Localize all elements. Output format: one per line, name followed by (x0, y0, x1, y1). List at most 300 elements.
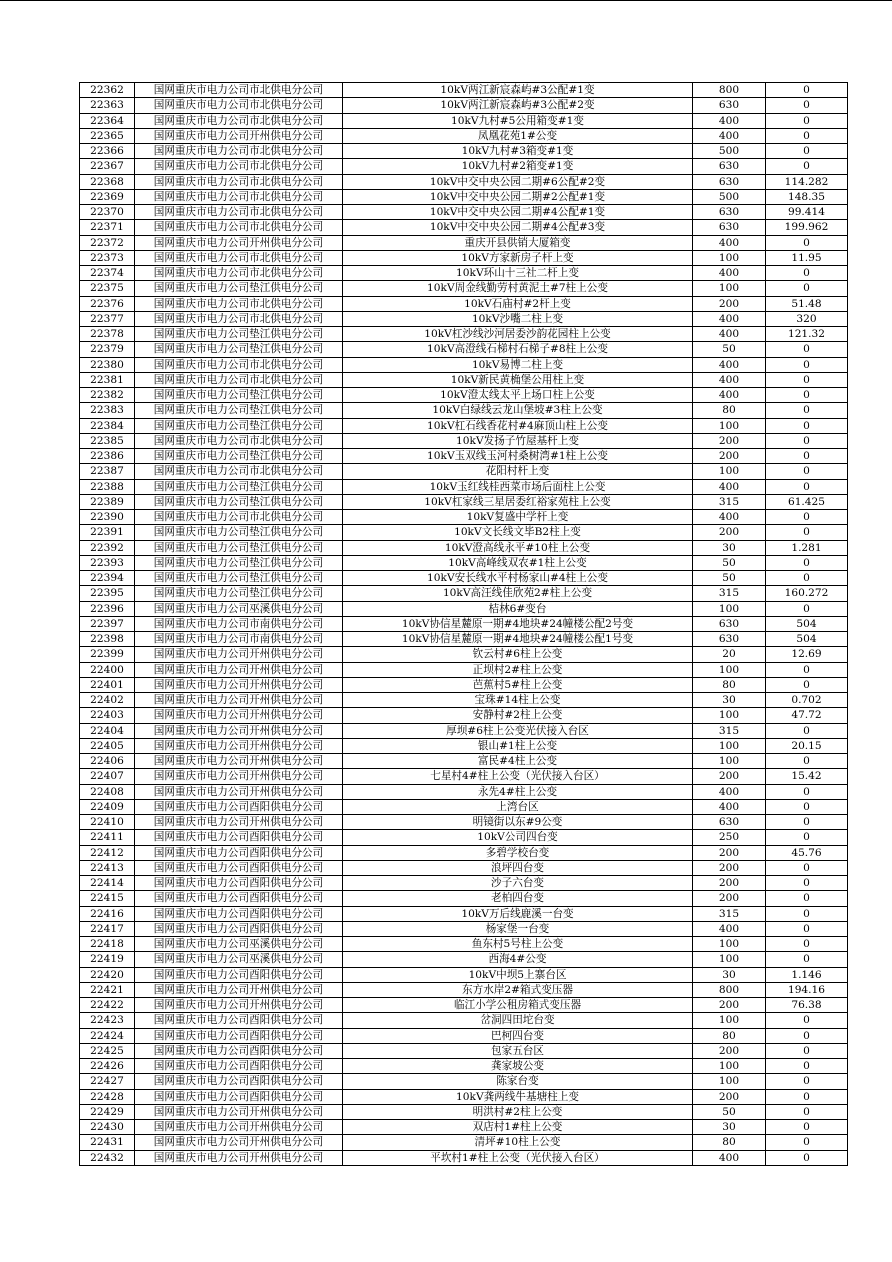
row-number-cell: 22374 (80, 266, 135, 281)
transformer-name-cell: 10kV方家新房子杆上变 (343, 250, 693, 265)
row-number-cell: 22363 (80, 98, 135, 113)
company-cell: 国网重庆市电力公司市北供电分公司 (135, 296, 343, 311)
table-row (80, 418, 848, 433)
table-row (80, 662, 848, 677)
table-row (80, 494, 848, 509)
value-cell: 1.281 (766, 540, 848, 555)
value-cell: 0 (766, 403, 848, 418)
table-row (80, 1028, 848, 1043)
value-cell: 0 (766, 891, 848, 906)
capacity-cell: 630 (693, 632, 766, 647)
capacity-cell: 315 (693, 586, 766, 601)
table-row (80, 799, 848, 814)
table-row (80, 1074, 848, 1089)
value-cell: 0 (766, 342, 848, 357)
table-row (80, 403, 848, 418)
value-cell: 47.72 (766, 708, 848, 723)
value-cell: 0 (766, 952, 848, 967)
row-number-cell: 22386 (80, 449, 135, 464)
capacity-cell: 100 (693, 1013, 766, 1028)
capacity-cell: 100 (693, 464, 766, 479)
capacity-cell: 200 (693, 769, 766, 784)
capacity-cell: 400 (693, 266, 766, 281)
value-cell: 0 (766, 921, 848, 936)
value-cell: 0 (766, 83, 848, 98)
value-cell: 0 (766, 372, 848, 387)
table-row (80, 83, 848, 98)
company-cell: 国网重庆市电力公司市北供电分公司 (135, 113, 343, 128)
capacity-cell: 630 (693, 205, 766, 220)
transformer-name-cell: 10kV易博二柱上变 (343, 357, 693, 372)
company-cell: 国网重庆市电力公司开州供电分公司 (135, 647, 343, 662)
value-cell: 45.76 (766, 845, 848, 860)
value-cell: 0 (766, 723, 848, 738)
table-row (80, 1120, 848, 1135)
value-cell: 0 (766, 144, 848, 159)
company-cell: 国网重庆市电力公司市北供电分公司 (135, 311, 343, 326)
value-cell: 0 (766, 937, 848, 952)
table-row (80, 906, 848, 921)
value-cell: 114.282 (766, 174, 848, 189)
table-row (80, 601, 848, 616)
capacity-cell: 200 (693, 1089, 766, 1104)
table-row (80, 296, 848, 311)
transformer-name-cell: 宝珠#14柱上公变 (343, 693, 693, 708)
transformer-name-cell: 明洪村#2柱上公变 (343, 1104, 693, 1119)
capacity-cell: 30 (693, 967, 766, 982)
table-body (80, 83, 848, 1166)
transformer-name-cell: 双店村1#柱上公变 (343, 1120, 693, 1135)
row-number-cell: 22376 (80, 296, 135, 311)
value-cell: 0 (766, 525, 848, 540)
capacity-cell: 20 (693, 647, 766, 662)
value-cell: 0 (766, 113, 848, 128)
capacity-cell: 100 (693, 937, 766, 952)
company-cell: 国网重庆市电力公司开州供电分公司 (135, 998, 343, 1013)
value-cell: 320 (766, 311, 848, 326)
company-cell: 国网重庆市电力公司垫江供电分公司 (135, 281, 343, 296)
table-row (80, 220, 848, 235)
company-cell: 国网重庆市电力公司开州供电分公司 (135, 1104, 343, 1119)
row-number-cell: 22420 (80, 967, 135, 982)
company-cell: 国网重庆市电力公司市北供电分公司 (135, 98, 343, 113)
transformer-name-cell: 10kV高汪线佳欣苑2#柱上公变 (343, 586, 693, 601)
value-cell: 0 (766, 1013, 848, 1028)
transformer-name-cell: 10kV中交中央公园二期#2公配#1变 (343, 189, 693, 204)
company-cell: 国网重庆市电力公司开州供电分公司 (135, 662, 343, 677)
row-number-cell: 22391 (80, 525, 135, 540)
capacity-cell: 800 (693, 982, 766, 997)
company-cell: 国网重庆市电力公司市北供电分公司 (135, 144, 343, 159)
value-cell: 99.414 (766, 205, 848, 220)
capacity-cell: 500 (693, 189, 766, 204)
value-cell: 504 (766, 632, 848, 647)
row-number-cell: 22396 (80, 601, 135, 616)
capacity-cell: 50 (693, 555, 766, 570)
transformer-name-cell: 明镜街以东#9公变 (343, 815, 693, 830)
row-number-cell: 22389 (80, 494, 135, 509)
transformer-name-cell: 10kV协信星麓原一期#4地块#24幢楼公配2号变 (343, 616, 693, 631)
company-cell: 国网重庆市电力公司市北供电分公司 (135, 250, 343, 265)
company-cell: 国网重庆市电力公司垫江供电分公司 (135, 342, 343, 357)
value-cell: 11.95 (766, 250, 848, 265)
value-cell: 76.38 (766, 998, 848, 1013)
transformer-name-cell: 10kV杠家线三星居委红裕家苑柱上公变 (343, 494, 693, 509)
value-cell: 0 (766, 449, 848, 464)
value-cell: 0 (766, 601, 848, 616)
transformer-name-cell: 安静村#2柱上公变 (343, 708, 693, 723)
value-cell: 61.425 (766, 494, 848, 509)
capacity-cell: 200 (693, 296, 766, 311)
capacity-cell: 100 (693, 281, 766, 296)
company-cell: 国网重庆市电力公司酉阳供电分公司 (135, 967, 343, 982)
company-cell: 国网重庆市电力公司垫江供电分公司 (135, 449, 343, 464)
row-number-cell: 22375 (80, 281, 135, 296)
row-number-cell: 22381 (80, 372, 135, 387)
transformer-name-cell: 鱼东村5号柱上公变 (343, 937, 693, 952)
capacity-cell: 200 (693, 891, 766, 906)
value-cell: 0 (766, 159, 848, 174)
capacity-cell: 400 (693, 1150, 766, 1165)
capacity-cell: 100 (693, 250, 766, 265)
row-number-cell: 22385 (80, 433, 135, 448)
capacity-cell: 630 (693, 616, 766, 631)
value-cell: 12.69 (766, 647, 848, 662)
table-row (80, 540, 848, 555)
capacity-cell: 80 (693, 403, 766, 418)
company-cell: 国网重庆市电力公司垫江供电分公司 (135, 494, 343, 509)
transformer-name-cell: 10kV杠石线香花村#4麻顶山柱上公变 (343, 418, 693, 433)
transformer-name-cell: 10kV复盛中学杆上变 (343, 510, 693, 525)
table-row (80, 205, 848, 220)
value-cell: 0 (766, 1120, 848, 1135)
table-row (80, 982, 848, 997)
company-cell: 国网重庆市电力公司酉阳供电分公司 (135, 921, 343, 936)
capacity-cell: 200 (693, 449, 766, 464)
transformer-name-cell: 10kV白绿线云龙山堡坡#3柱上公变 (343, 403, 693, 418)
capacity-cell: 100 (693, 754, 766, 769)
row-number-cell: 22383 (80, 403, 135, 418)
value-cell: 160.272 (766, 586, 848, 601)
value-cell: 0 (766, 98, 848, 113)
transformer-name-cell: 10kV两江新宸森屿#3公配#2变 (343, 98, 693, 113)
capacity-cell: 400 (693, 128, 766, 143)
table-row (80, 738, 848, 753)
value-cell: 194.16 (766, 982, 848, 997)
table-row (80, 357, 848, 372)
capacity-cell: 400 (693, 113, 766, 128)
value-cell: 0 (766, 677, 848, 692)
transformer-name-cell: 10kV中坝5上寨台区 (343, 967, 693, 982)
row-number-cell: 22430 (80, 1120, 135, 1135)
company-cell: 国网重庆市电力公司酉阳供电分公司 (135, 1013, 343, 1028)
transformer-name-cell: 老柏四台变 (343, 891, 693, 906)
company-cell: 国网重庆市电力公司市北供电分公司 (135, 205, 343, 220)
row-number-cell: 22370 (80, 205, 135, 220)
transformer-name-cell: 10kV高澄线石梯村石梯子#8柱上公变 (343, 342, 693, 357)
company-cell: 国网重庆市电力公司酉阳供电分公司 (135, 1059, 343, 1074)
transformer-name-cell: 10kV中交中央公园二期#4公配#1变 (343, 205, 693, 220)
row-number-cell: 22394 (80, 571, 135, 586)
table-row (80, 144, 848, 159)
company-cell: 国网重庆市电力公司酉阳供电分公司 (135, 830, 343, 845)
transformer-name-cell: 10kV中交中央公园二期#6公配#2变 (343, 174, 693, 189)
company-cell: 国网重庆市电力公司开州供电分公司 (135, 708, 343, 723)
company-cell: 国网重庆市电力公司酉阳供电分公司 (135, 1043, 343, 1058)
company-cell: 国网重庆市电力公司垫江供电分公司 (135, 540, 343, 555)
company-cell: 国网重庆市电力公司酉阳供电分公司 (135, 799, 343, 814)
row-number-cell: 22390 (80, 510, 135, 525)
capacity-cell: 400 (693, 479, 766, 494)
table-row (80, 815, 848, 830)
table-row (80, 449, 848, 464)
value-cell: 0 (766, 1043, 848, 1058)
value-cell: 0 (766, 799, 848, 814)
table-row (80, 342, 848, 357)
table-row (80, 677, 848, 692)
company-cell: 国网重庆市电力公司市北供电分公司 (135, 372, 343, 387)
transformer-name-cell: 10kV环山十三社二杆上变 (343, 266, 693, 281)
capacity-cell: 100 (693, 952, 766, 967)
transformer-name-cell: 10kV玉双线玉河村桑树湾#1柱上公变 (343, 449, 693, 464)
table-row (80, 235, 848, 250)
row-number-cell: 22369 (80, 189, 135, 204)
transformer-name-cell: 芭蕉村5#柱上公变 (343, 677, 693, 692)
capacity-cell: 250 (693, 830, 766, 845)
row-number-cell: 22422 (80, 998, 135, 1013)
transformer-name-cell: 10kV石庙村#2杆上变 (343, 296, 693, 311)
value-cell: 0 (766, 464, 848, 479)
transformer-name-cell: 10kV九村#3箱变#1变 (343, 144, 693, 159)
row-number-cell: 22408 (80, 784, 135, 799)
capacity-cell: 50 (693, 342, 766, 357)
table-row (80, 693, 848, 708)
company-cell: 国网重庆市电力公司巫溪供电分公司 (135, 952, 343, 967)
company-cell: 国网重庆市电力公司巫溪供电分公司 (135, 601, 343, 616)
capacity-cell: 800 (693, 83, 766, 98)
value-cell: 0 (766, 662, 848, 677)
row-number-cell: 22419 (80, 952, 135, 967)
transformer-name-cell: 10kV九村#5公用箱变#1变 (343, 113, 693, 128)
capacity-cell: 200 (693, 433, 766, 448)
value-cell: 0.702 (766, 693, 848, 708)
table-row (80, 555, 848, 570)
transformer-name-cell: 10kV公司四台变 (343, 830, 693, 845)
table-row (80, 250, 848, 265)
capacity-cell: 315 (693, 494, 766, 509)
table-row (80, 967, 848, 982)
company-cell: 国网重庆市电力公司垫江供电分公司 (135, 388, 343, 403)
company-cell: 国网重庆市电力公司开州供电分公司 (135, 1150, 343, 1165)
transformer-name-cell: 厚坝#6柱上公变光伏接入台区 (343, 723, 693, 738)
value-cell: 0 (766, 128, 848, 143)
value-cell: 0 (766, 860, 848, 875)
table-row (80, 998, 848, 1013)
company-cell: 国网重庆市电力公司开州供电分公司 (135, 235, 343, 250)
transformer-name-cell: 桔林6#变台 (343, 601, 693, 616)
table-row (80, 952, 848, 967)
substation-capacity-table (79, 82, 848, 1166)
company-cell: 国网重庆市电力公司垫江供电分公司 (135, 586, 343, 601)
value-cell: 20.15 (766, 738, 848, 753)
transformer-name-cell: 岔洞四田坨台变 (343, 1013, 693, 1028)
company-cell: 国网重庆市电力公司市北供电分公司 (135, 189, 343, 204)
transformer-name-cell: 10kV澄高线永平#10柱上公变 (343, 540, 693, 555)
row-number-cell: 22366 (80, 144, 135, 159)
company-cell: 国网重庆市电力公司开州供电分公司 (135, 128, 343, 143)
capacity-cell: 315 (693, 723, 766, 738)
row-number-cell: 22367 (80, 159, 135, 174)
transformer-name-cell: 沙子六台变 (343, 876, 693, 891)
row-number-cell: 22427 (80, 1074, 135, 1089)
company-cell: 国网重庆市电力公司垫江供电分公司 (135, 525, 343, 540)
table-row (80, 1104, 848, 1119)
company-cell: 国网重庆市电力公司酉阳供电分公司 (135, 891, 343, 906)
row-number-cell: 22423 (80, 1013, 135, 1028)
table-row (80, 708, 848, 723)
transformer-name-cell: 巴柯四台变 (343, 1028, 693, 1043)
transformer-name-cell: 花阳村杆上变 (343, 464, 693, 479)
row-number-cell: 22398 (80, 632, 135, 647)
capacity-cell: 400 (693, 784, 766, 799)
row-number-cell: 22431 (80, 1135, 135, 1150)
capacity-cell: 100 (693, 1059, 766, 1074)
value-cell: 0 (766, 815, 848, 830)
transformer-name-cell: 清坪#10柱上公变 (343, 1135, 693, 1150)
capacity-cell: 100 (693, 601, 766, 616)
table-row (80, 876, 848, 891)
value-cell: 0 (766, 1074, 848, 1089)
transformer-name-cell: 杨家堡一台变 (343, 921, 693, 936)
row-number-cell: 22407 (80, 769, 135, 784)
company-cell: 国网重庆市电力公司市南供电分公司 (135, 632, 343, 647)
row-number-cell: 22416 (80, 906, 135, 921)
company-cell: 国网重庆市电力公司酉阳供电分公司 (135, 860, 343, 875)
capacity-cell: 30 (693, 693, 766, 708)
capacity-cell: 400 (693, 372, 766, 387)
value-cell: 0 (766, 433, 848, 448)
company-cell: 国网重庆市电力公司市北供电分公司 (135, 220, 343, 235)
company-cell: 国网重庆市电力公司市北供电分公司 (135, 174, 343, 189)
row-number-cell: 22403 (80, 708, 135, 723)
transformer-name-cell: 10kV安长线水平村杨家山#4柱上公变 (343, 571, 693, 586)
table-row (80, 433, 848, 448)
value-cell: 0 (766, 754, 848, 769)
company-cell: 国网重庆市电力公司开州供电分公司 (135, 723, 343, 738)
table-row (80, 1043, 848, 1058)
value-cell: 0 (766, 235, 848, 250)
capacity-cell: 50 (693, 1104, 766, 1119)
value-cell: 0 (766, 479, 848, 494)
value-cell: 0 (766, 1089, 848, 1104)
row-number-cell: 22402 (80, 693, 135, 708)
company-cell: 国网重庆市电力公司酉阳供电分公司 (135, 845, 343, 860)
transformer-name-cell: 多碧学校台变 (343, 845, 693, 860)
company-cell: 国网重庆市电力公司酉阳供电分公司 (135, 1074, 343, 1089)
value-cell: 0 (766, 510, 848, 525)
capacity-cell: 80 (693, 1135, 766, 1150)
row-number-cell: 22364 (80, 113, 135, 128)
value-cell: 0 (766, 281, 848, 296)
company-cell: 国网重庆市电力公司开州供电分公司 (135, 784, 343, 799)
company-cell: 国网重庆市电力公司酉阳供电分公司 (135, 1028, 343, 1043)
capacity-cell: 400 (693, 235, 766, 250)
value-cell: 0 (766, 1150, 848, 1165)
row-number-cell: 22401 (80, 677, 135, 692)
company-cell: 国网重庆市电力公司垫江供电分公司 (135, 555, 343, 570)
row-number-cell: 22410 (80, 815, 135, 830)
transformer-name-cell: 10kV杠沙线沙河居委沙韵花园柱上公变 (343, 327, 693, 342)
table-row (80, 281, 848, 296)
company-cell: 国网重庆市电力公司开州供电分公司 (135, 982, 343, 997)
table-row (80, 174, 848, 189)
transformer-name-cell: 富民#4柱上公变 (343, 754, 693, 769)
transformer-name-cell: 10kV龚两线牛基塘柱上变 (343, 1089, 693, 1104)
capacity-cell: 400 (693, 388, 766, 403)
transformer-name-cell: 西海4#公变 (343, 952, 693, 967)
transformer-name-cell: 东方水岸2#箱式变压器 (343, 982, 693, 997)
company-cell: 国网重庆市电力公司垫江供电分公司 (135, 571, 343, 586)
transformer-name-cell: 包家五台区 (343, 1043, 693, 1058)
capacity-cell: 100 (693, 1074, 766, 1089)
row-number-cell: 22421 (80, 982, 135, 997)
table-row (80, 845, 848, 860)
row-number-cell: 22377 (80, 311, 135, 326)
row-number-cell: 22406 (80, 754, 135, 769)
value-cell: 0 (766, 571, 848, 586)
capacity-cell: 200 (693, 860, 766, 875)
capacity-cell: 100 (693, 662, 766, 677)
table-row (80, 128, 848, 143)
capacity-cell: 200 (693, 1043, 766, 1058)
row-number-cell: 22392 (80, 540, 135, 555)
transformer-name-cell: 10kV两江新宸森屿#3公配#1变 (343, 83, 693, 98)
capacity-cell: 80 (693, 1028, 766, 1043)
transformer-name-cell: 10kV澄太线太平上场口柱上公变 (343, 388, 693, 403)
company-cell: 国网重庆市电力公司市北供电分公司 (135, 357, 343, 372)
company-cell: 国网重庆市电力公司开州供电分公司 (135, 677, 343, 692)
capacity-cell: 200 (693, 876, 766, 891)
row-number-cell: 22411 (80, 830, 135, 845)
value-cell: 199.962 (766, 220, 848, 235)
table-row (80, 311, 848, 326)
table-row (80, 327, 848, 342)
transformer-name-cell: 10kV文长线文毕B2柱上变 (343, 525, 693, 540)
capacity-cell: 100 (693, 708, 766, 723)
row-number-cell: 22412 (80, 845, 135, 860)
row-number-cell: 22418 (80, 937, 135, 952)
table-row (80, 891, 848, 906)
company-cell: 国网重庆市电力公司市南供电分公司 (135, 616, 343, 631)
table-row (80, 189, 848, 204)
table-row (80, 754, 848, 769)
company-cell: 国网重庆市电力公司垫江供电分公司 (135, 479, 343, 494)
row-number-cell: 22388 (80, 479, 135, 494)
transformer-name-cell: 陈家台变 (343, 1074, 693, 1089)
capacity-cell: 630 (693, 220, 766, 235)
table-row (80, 632, 848, 647)
row-number-cell: 22417 (80, 921, 135, 936)
table-row (80, 113, 848, 128)
table-row (80, 830, 848, 845)
company-cell: 国网重庆市电力公司垫江供电分公司 (135, 403, 343, 418)
row-number-cell: 22415 (80, 891, 135, 906)
value-cell: 148.35 (766, 189, 848, 204)
value-cell: 121.32 (766, 327, 848, 342)
table-row (80, 159, 848, 174)
capacity-cell: 630 (693, 159, 766, 174)
transformer-name-cell: 10kV沙嘴二柱上变 (343, 311, 693, 326)
